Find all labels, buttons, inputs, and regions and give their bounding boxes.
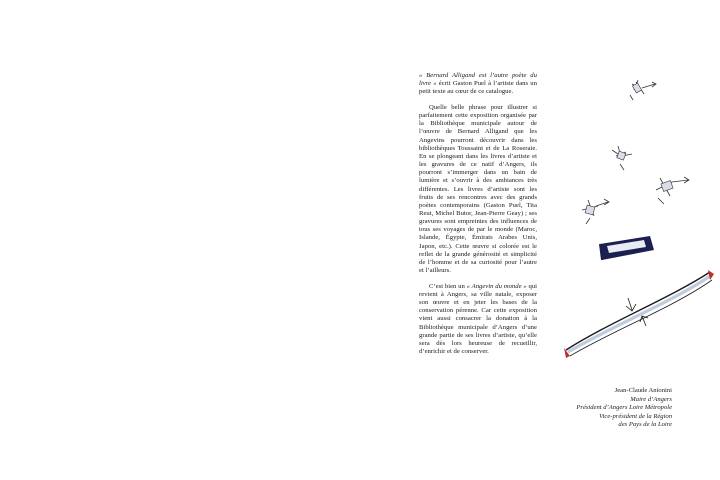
signatory-role-2: Président d’Angers Loire Métropole	[576, 404, 672, 412]
paragraph-1-quote: « Bernard Alligand est l’autre poète du livre »	[419, 72, 537, 88]
sketch-mark-2	[612, 146, 632, 170]
paragraph-3-rest: qui revient à Angers, sa ville natale, exposer son œuvre et en jeter les bases de la conservation pérenne. Car cette exposition vient aussi consacrer la donation à la Bibliothèque municipale d’Angers d’une grande partie de ses livres d’artiste, qu’elle sera dès lors heureuse de recueillir, d’enrichir et de conserver.	[419, 282, 537, 355]
sketch-mark-3	[656, 177, 689, 204]
artwork-illustration	[560, 60, 720, 380]
signatory-role-1: Maire d’Angers	[630, 395, 672, 403]
long-blade-stroke	[564, 270, 714, 358]
paragraph-1	[419, 72, 537, 96]
navy-brush-rectangle	[600, 236, 654, 260]
paragraph-3	[419, 283, 537, 356]
body-text-column	[419, 72, 537, 364]
signatory-name: Jean-Claude Antonini	[614, 387, 672, 394]
sketch-mark-4	[582, 199, 609, 224]
paragraph-3-quote: « Angevin du monde »	[466, 282, 527, 290]
signatory-role-3: Vice-président de la Région	[599, 412, 672, 420]
signature-block	[560, 387, 672, 430]
paragraph-1-rest: écrit Gaston Puel à l’artiste dans un petit texte au cœur de ce catalogue.	[419, 80, 537, 96]
sketch-mark-1	[630, 80, 656, 100]
signatory-role-4: des Pays de la Loire	[618, 421, 672, 429]
paragraph-3-start: C’est bien un	[429, 282, 467, 290]
paragraph-2: Quelle belle phrase pour illustrer si parfaitement cette exposition organisée par la Bibliothèque municipale autour de l’œuvre de Bernard Alligand que les Angevins pourront découvrir dans les bibliothèques Toussaint et de La Roseraie. En se plongeant dans les livres d’artiste et les gravures de ce natif d’Angers, ils pourront s’immerger dans un bain de lumière et s’ouvrir à des ambiances très différentes. Les livres d’artiste sont les fruits de ses rencontres avec des grands poètes contemporains (Gaston Puel, Tita Reut, Michel Butor, Jean-Pierre Geay) ; ses gravures sont empreintes des influences de tous ses voyages de par le monde (Maroc, Islande, Égypte, Émirats Arabes Unis, Japon, etc.). Cette œuvre si colorée est le reflet de la grande générosité et simplicité de l’homme et de sa curiosité pour l’autre et l’ailleurs.	[419, 103, 537, 275]
